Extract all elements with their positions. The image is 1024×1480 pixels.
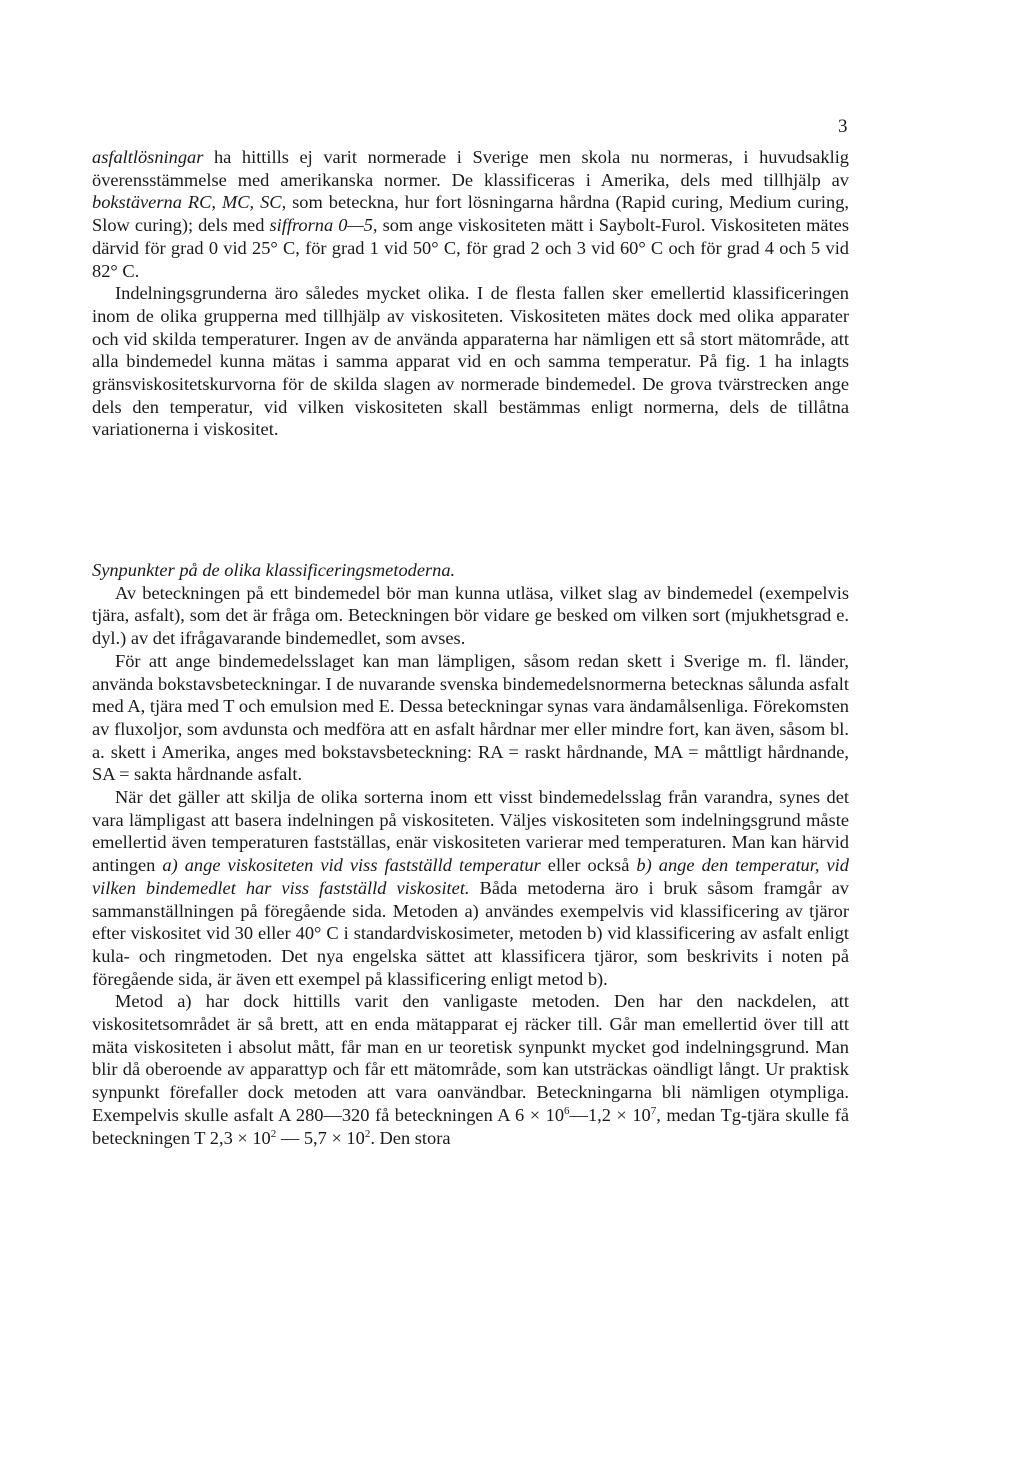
section-heading: Synpunkter på de olika klassificeringsmetoderna.: [92, 560, 456, 580]
italic-term: a) ange viskositeten vid viss fastställd temperatur: [162, 855, 541, 876]
paragraph: Av beteckningen på ett bindemedel bör man kunna utläsa, vilket slag av bindemedel (exempelvis tjära, asfalt), som det är fråga om. Beteckningen bör vidare ge besked om vilken sort (mjukhetsgrad e. dyl.) av det ifrågavarande bindemedlet, som avses.: [92, 582, 849, 649]
exponent: 2: [270, 1127, 277, 1140]
exponent: 7: [650, 1104, 657, 1117]
paragraph-text: Båda metoderna äro i bruk såsom framgår av sammanställningen på föregående sida. Metoden a) användes exempelvis vid klassificering av tjäror efter viskositet vid 30 eller 40° C i standardviskosimeter, metoden b) vid klassificering av asfalt enligt kula- och ringmetoden. Det nya engelska sättet att klassificera tjäror, som beskrivits i noten på föregående sida, är även ett exempel på klassificering enligt metod b).: [92, 877, 850, 989]
paragraph: För att ange bindemedelsslaget kan man lämpligen, såsom redan skett i Sverige m. fl. länder, använda bokstavsbeteckningar. I de nuvarande svenska bindemedelsnormerna betecknas sålunda asfalt med A, tjära med T och emulsion med E. Dessa beteckningar synas vara ändamålsenliga. Förekomsten av fluxoljor, som avdunsta och medföra att en asfalt hårdnar mer eller mindre fort, kan även, såsom bl. a. skett i Amerika, anges med bokstavsbeteckning: RA = raskt hårdnande, MA = måttligt hårdnande, SA = sakta hårdnande asfalt.: [92, 650, 849, 785]
paragraph-text: som beteckna, hur fort lösningarna hårdna (Rapid curing, Medium curing, Slow curing); dels med: [92, 192, 849, 236]
exponent: 2: [364, 1127, 371, 1140]
exponent: 6: [564, 1104, 570, 1117]
italic-term: b) ange den temperatur, vid vilken bindemedlet har viss fastställd viskositet.: [92, 855, 849, 898]
paragraph-text: eller också: [540, 855, 637, 876]
paragraph-text: , medan Tg-tjära skulle få beteckningen T 2,3 × 10: [92, 1104, 849, 1148]
paragraph: [92, 146, 849, 282]
page-number: 3: [838, 116, 848, 137]
paragraph: Indelningsgrunderna äro således mycket olika. I de flesta fallen sker emellertid klassificeringen inom de olika grupperna med tillhjälp av viskositeten. Viskositeten mätes dock med olika apparater och vid skilda temperaturer. Ingen av de använda apparaterna har nämligen ett så stort mätområde, att alla bindemedel kunna mätas i samma apparat vid en och samma temperatur. På fig. 1 ha inlagts gränsviskositetskurvorna för de skilda slagen av normerade bindemedel. De grova tvärstrecken ange dels den temperatur, vid vilken viskositeten skall bestämmas enligt normerna, dels de tillåtna variationerna i viskositet.: [92, 283, 849, 440]
section-classification-methods: [92, 559, 849, 1149]
italic-term: bokstäverna RC, MC, SC,: [92, 192, 287, 213]
italic-term: siffrorna 0—5,: [269, 215, 378, 236]
paragraph-text: — 5,7 × 10: [276, 1127, 365, 1148]
paragraph-text: som ange viskositeten mätt i Saybolt-Furol. Viskositeten mätes därvid för grad 0 vid 25° C, för grad 1 vid 50° C, för grad 2 och 3 vid 60° C och för grad 4 och 5 vid 82° C.: [92, 215, 849, 281]
paragraph: [92, 786, 849, 990]
paragraph-text: —1,2 × 10: [569, 1104, 651, 1125]
paragraph-text: ha hittills ej varit normerade i Sverige men skola nu normeras, i huvudsaklig överensstämmelse med amerikanska normer. De klassificeras i Amerika, dels med tillhjälp av: [92, 147, 849, 190]
paragraph-text: . Den stora: [370, 1127, 451, 1148]
paragraph: [92, 990, 849, 1149]
paragraph-text: När det gäller att skilja de olika sorterna inom ett visst bindemedelsslag från varandra, synes det vara lämpligast att basera indelningen på viskositeten. Väljes viskositeten som indelningsgrund måste emellertid även temperaturen fastställas, enär viskositeten varierar med temperaturen. Man kan härvid antingen: [92, 787, 849, 876]
italic-term: asfaltlösningar: [92, 147, 204, 167]
paragraph-text: Metod a) har dock hittills varit den vanligaste metoden. Den har den nackdelen, att viskositetsområdet är så brett, att en enda mätapparat ej räcker till. Går man emellertid över till att mäta viskositeten i absolut mått, får man en ur teoretisk synpunkt mycket god indelningsgrund. Man blir då oberoende av apparattyp och får ett mätområde, som kan utsträckas oändligt långt. Ur praktisk synpunkt förefaller dock metoden att vara oanvändbar. Beteckningarna bli nämligen otympliga. Exempelvis skulle asfalt A 280—320 få beteckningen A 6 × 10: [92, 991, 849, 1125]
section-viscosity-standards: [92, 146, 849, 441]
